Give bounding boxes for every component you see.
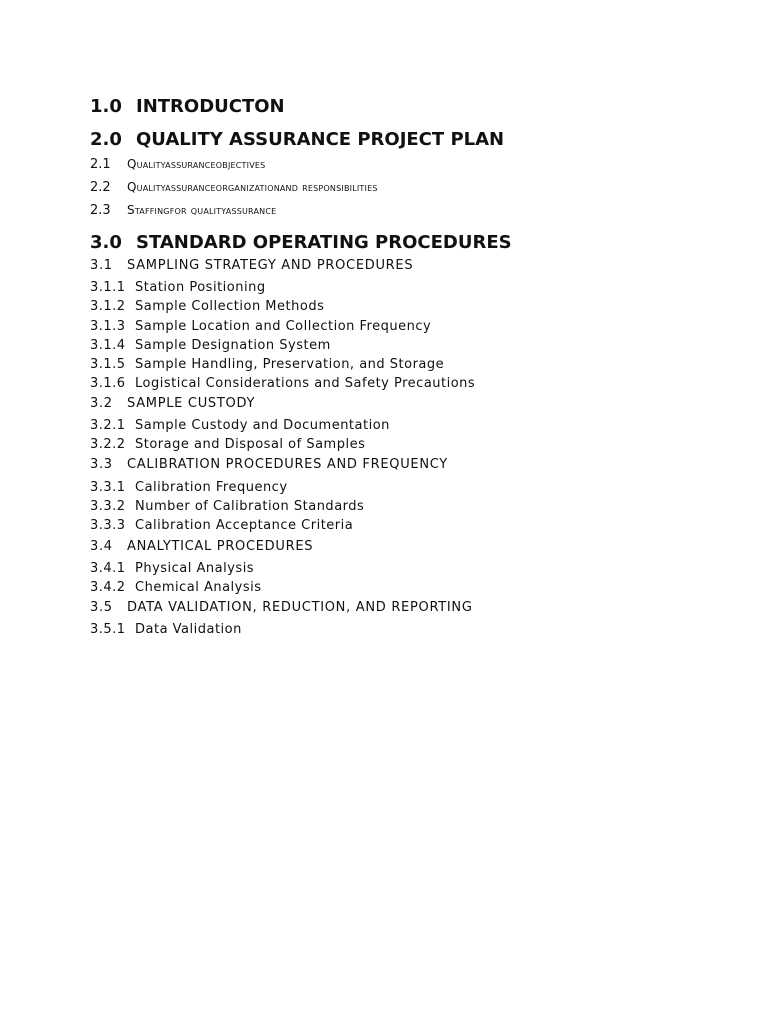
section-title: Sample Collection Methods	[135, 299, 325, 314]
section-number: 2.0	[90, 129, 122, 150]
section-title: Logistical Considerations and Safety Precautions	[135, 376, 476, 391]
section-title: Number of Calibration Standards	[135, 499, 365, 514]
toc-section-3-1	[90, 258, 413, 273]
toc-section-3-1-6	[90, 376, 475, 391]
section-number: 3.3.1	[90, 480, 126, 495]
section-number: 3.0	[90, 232, 122, 253]
section-title: Sample Location and Collection Frequency	[135, 319, 432, 334]
toc-section-3-4-1	[90, 561, 254, 576]
toc-section-2-2	[90, 180, 378, 195]
section-number: 3.3	[90, 457, 113, 472]
section-title: SAMPLE CUSTODY	[127, 396, 256, 411]
toc-section-3-1-2	[90, 299, 324, 314]
section-number: 3.1.5	[90, 357, 126, 372]
section-number: 3.3.2	[90, 499, 126, 514]
section-title: Calibration Acceptance Criteria	[135, 518, 354, 533]
toc-section-3-3-1	[90, 480, 288, 495]
toc-section-3-3-3	[90, 518, 353, 533]
section-title: INTRODUCTON	[136, 96, 285, 117]
toc-section-3-1-3	[90, 319, 431, 334]
section-number: 3.1.3	[90, 319, 126, 334]
section-number: 2.1	[90, 157, 111, 172]
toc-section-3-5-1	[90, 622, 242, 637]
section-title: SAMPLING STRATEGY AND PROCEDURES	[127, 258, 414, 273]
toc-section-3-1-4	[90, 338, 331, 353]
section-number: 2.3	[90, 203, 111, 218]
section-number: 3.2.1	[90, 418, 126, 433]
section-number: 3.1.2	[90, 299, 126, 314]
toc-section-3-2	[90, 396, 255, 411]
section-title: CALIBRATION PROCEDURES AND FREQUENCY	[127, 457, 448, 472]
section-number: 3.5.1	[90, 622, 126, 637]
section-number: 3.1.6	[90, 376, 126, 391]
toc-section-3-1-5	[90, 357, 444, 372]
section-title: Chemical Analysis	[135, 580, 262, 595]
section-title: Sample Designation System	[135, 338, 331, 353]
section-title: DATA VALIDATION, REDUCTION, AND REPORTING	[127, 600, 473, 615]
section-number: 1.0	[90, 96, 122, 117]
section-number: 3.3.3	[90, 518, 126, 533]
section-number: 3.4.2	[90, 580, 126, 595]
toc-section-3-5	[90, 600, 473, 615]
section-title: Station Positioning	[135, 280, 266, 295]
toc-section-3-3-2	[90, 499, 364, 514]
toc-section-3	[90, 232, 512, 253]
section-title: QUALITY ASSURANCE PROJECT PLAN	[136, 129, 505, 150]
toc-section-3-4	[90, 539, 313, 554]
toc-section-1	[90, 96, 285, 117]
section-title: Physical Analysis	[135, 561, 255, 576]
toc-section-3-4-2	[90, 580, 262, 595]
section-number: 3.2	[90, 396, 113, 411]
toc-section-2-1	[90, 157, 265, 172]
section-number: 3.5	[90, 600, 113, 615]
section-number: 3.2.2	[90, 437, 126, 452]
section-title: Storage and Disposal of Samples	[135, 437, 366, 452]
section-title: Calibration Frequency	[135, 480, 288, 495]
section-title: Staffingfor qualityassurance	[127, 203, 277, 217]
section-number: 3.4	[90, 539, 113, 554]
toc-section-3-1-1	[90, 280, 266, 295]
toc-section-3-2-2	[90, 437, 365, 452]
toc-section-3-3	[90, 457, 448, 472]
section-title: Data Validation	[135, 622, 242, 637]
section-title: Qualityassuranceorganizationand responsibilities	[127, 180, 378, 194]
toc-section-2	[90, 129, 504, 150]
section-number: 3.4.1	[90, 561, 126, 576]
toc-section-2-3	[90, 203, 276, 218]
section-title: Sample Handling, Preservation, and Storage	[135, 357, 445, 372]
section-number: 3.1.4	[90, 338, 126, 353]
section-title: STANDARD OPERATING PROCEDURES	[136, 232, 512, 253]
section-title: ANALYTICAL PROCEDURES	[127, 539, 314, 554]
section-number: 2.2	[90, 180, 111, 195]
section-title: Qualityassuranceobjectives	[127, 157, 266, 171]
section-number: 3.1.1	[90, 280, 126, 295]
toc-section-3-2-1	[90, 418, 390, 433]
section-title: Sample Custody and Documentation	[135, 418, 390, 433]
section-number: 3.1	[90, 258, 113, 273]
